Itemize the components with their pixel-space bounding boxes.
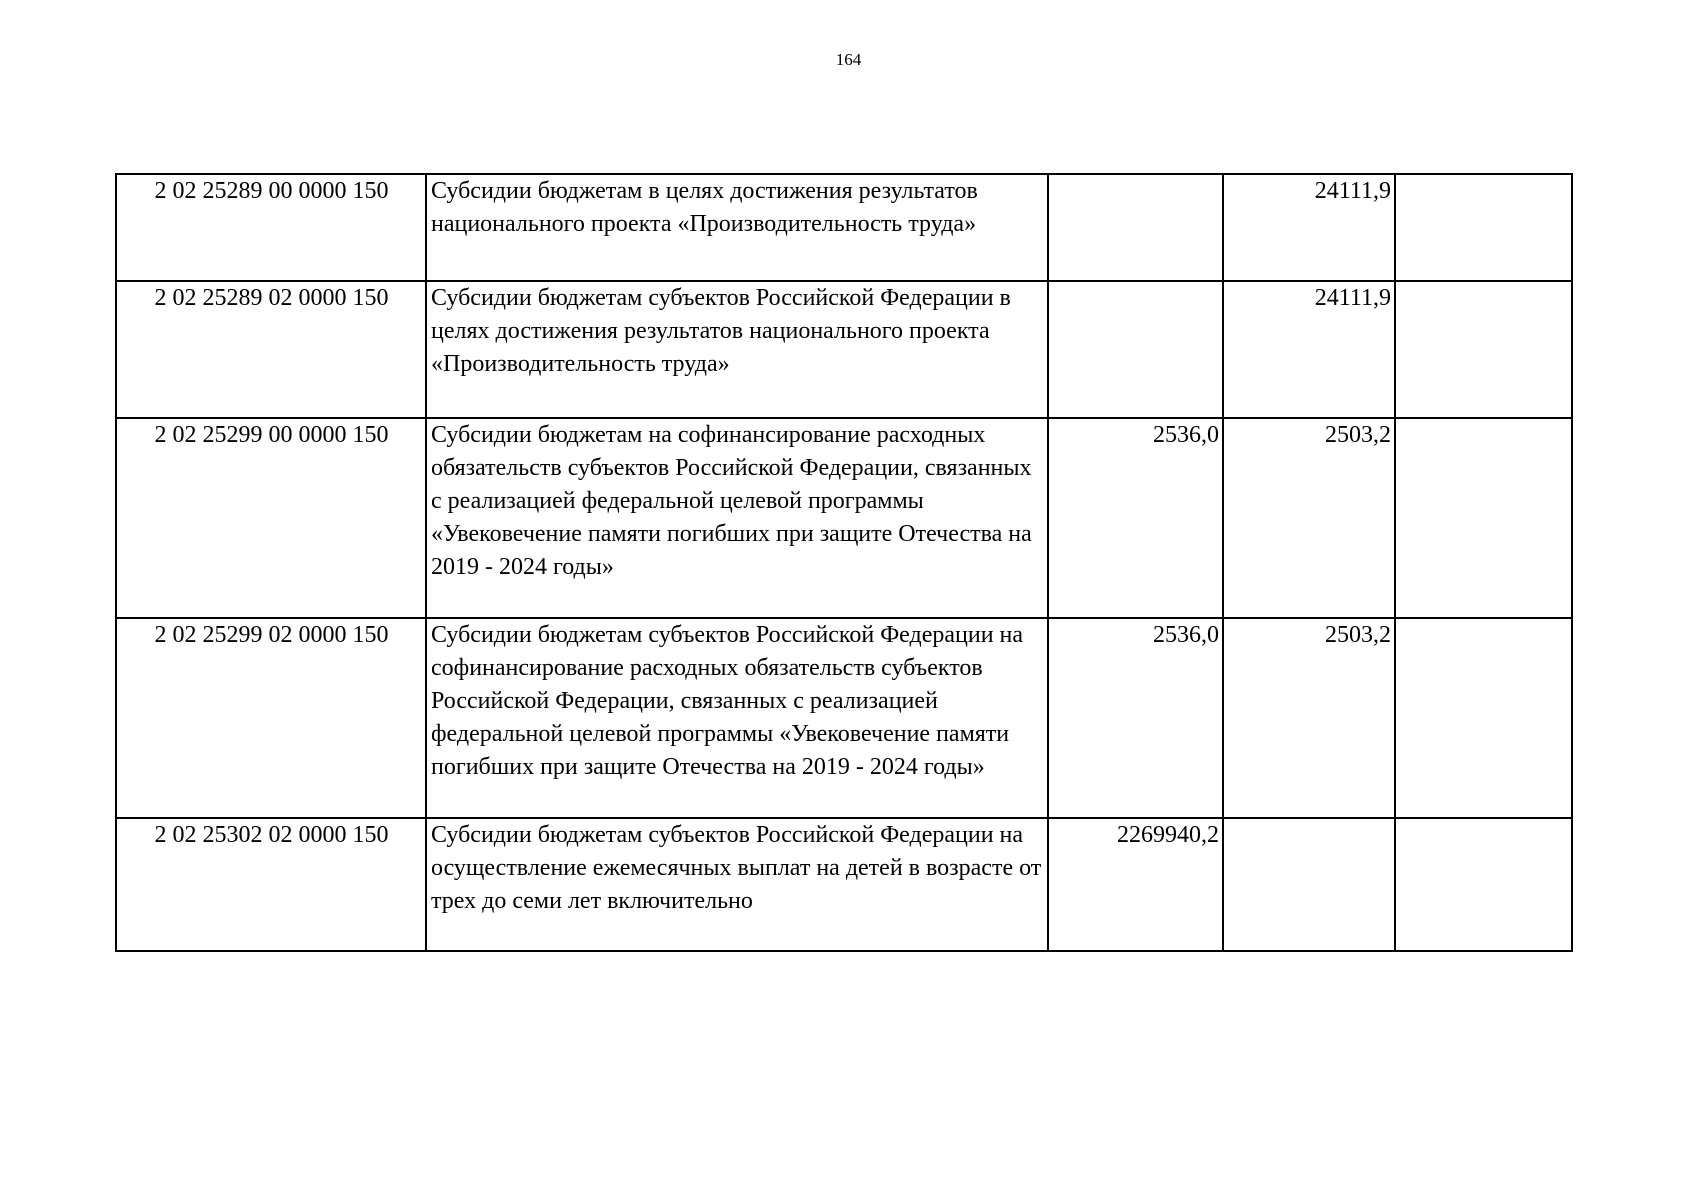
budget-code-cell: 2 02 25299 02 0000 150 <box>116 618 426 818</box>
description-cell: Субсидии бюджетам субъектов Российской Федерации на софинансирование расходных обязательств субъектов Российской Федерации, связанных с реализацией федеральной целевой программы «Увековечение памяти погибших при защите Отечества на 2019 - 2024 годы» <box>426 618 1048 818</box>
description-cell: Субсидии бюджетам на софинансирование расходных обязательств субъектов Российской Федерации, связанных с реализацией федеральной целевой программы «Увековечение памяти погибших при защите Отечества на 2019 - 2024 годы» <box>426 418 1048 618</box>
amount-cell-3 <box>1395 174 1572 281</box>
amount-cell-1: 2536,0 <box>1048 618 1223 818</box>
amount-cell-1: 2269940,2 <box>1048 818 1223 951</box>
amount-cell-1 <box>1048 281 1223 418</box>
amount-cell-2: 24111,9 <box>1223 281 1395 418</box>
budget-code-cell: 2 02 25299 00 0000 150 <box>116 418 426 618</box>
table-row <box>116 418 1572 618</box>
amount-cell-3 <box>1395 418 1572 618</box>
table-row <box>116 281 1572 418</box>
amount-cell-3 <box>1395 281 1572 418</box>
amount-cell-3 <box>1395 818 1572 951</box>
amount-cell-3 <box>1395 618 1572 818</box>
amount-cell-2 <box>1223 818 1395 951</box>
amount-cell-2: 24111,9 <box>1223 174 1395 281</box>
table-row <box>116 174 1572 281</box>
description-cell: Субсидии бюджетам в целях достижения результатов национального проекта «Производительность труда» <box>426 174 1048 281</box>
budget-code-cell: 2 02 25289 02 0000 150 <box>116 281 426 418</box>
amount-cell-1: 2536,0 <box>1048 418 1223 618</box>
description-cell: Субсидии бюджетам субъектов Российской Федерации на осуществление ежемесячных выплат на детей в возрасте от трех до семи лет включительно <box>426 818 1048 951</box>
description-cell: Субсидии бюджетам субъектов Российской Федерации в целях достижения результатов национального проекта «Производительность труда» <box>426 281 1048 418</box>
table-row <box>116 818 1572 951</box>
amount-cell-2: 2503,2 <box>1223 618 1395 818</box>
page-number: 164 <box>835 50 862 69</box>
amount-cell-2: 2503,2 <box>1223 418 1395 618</box>
budget-code-cell: 2 02 25289 00 0000 150 <box>116 174 426 281</box>
budget-table <box>115 173 1573 952</box>
budget-code-cell: 2 02 25302 02 0000 150 <box>116 818 426 951</box>
amount-cell-1 <box>1048 174 1223 281</box>
table-row <box>116 618 1572 818</box>
